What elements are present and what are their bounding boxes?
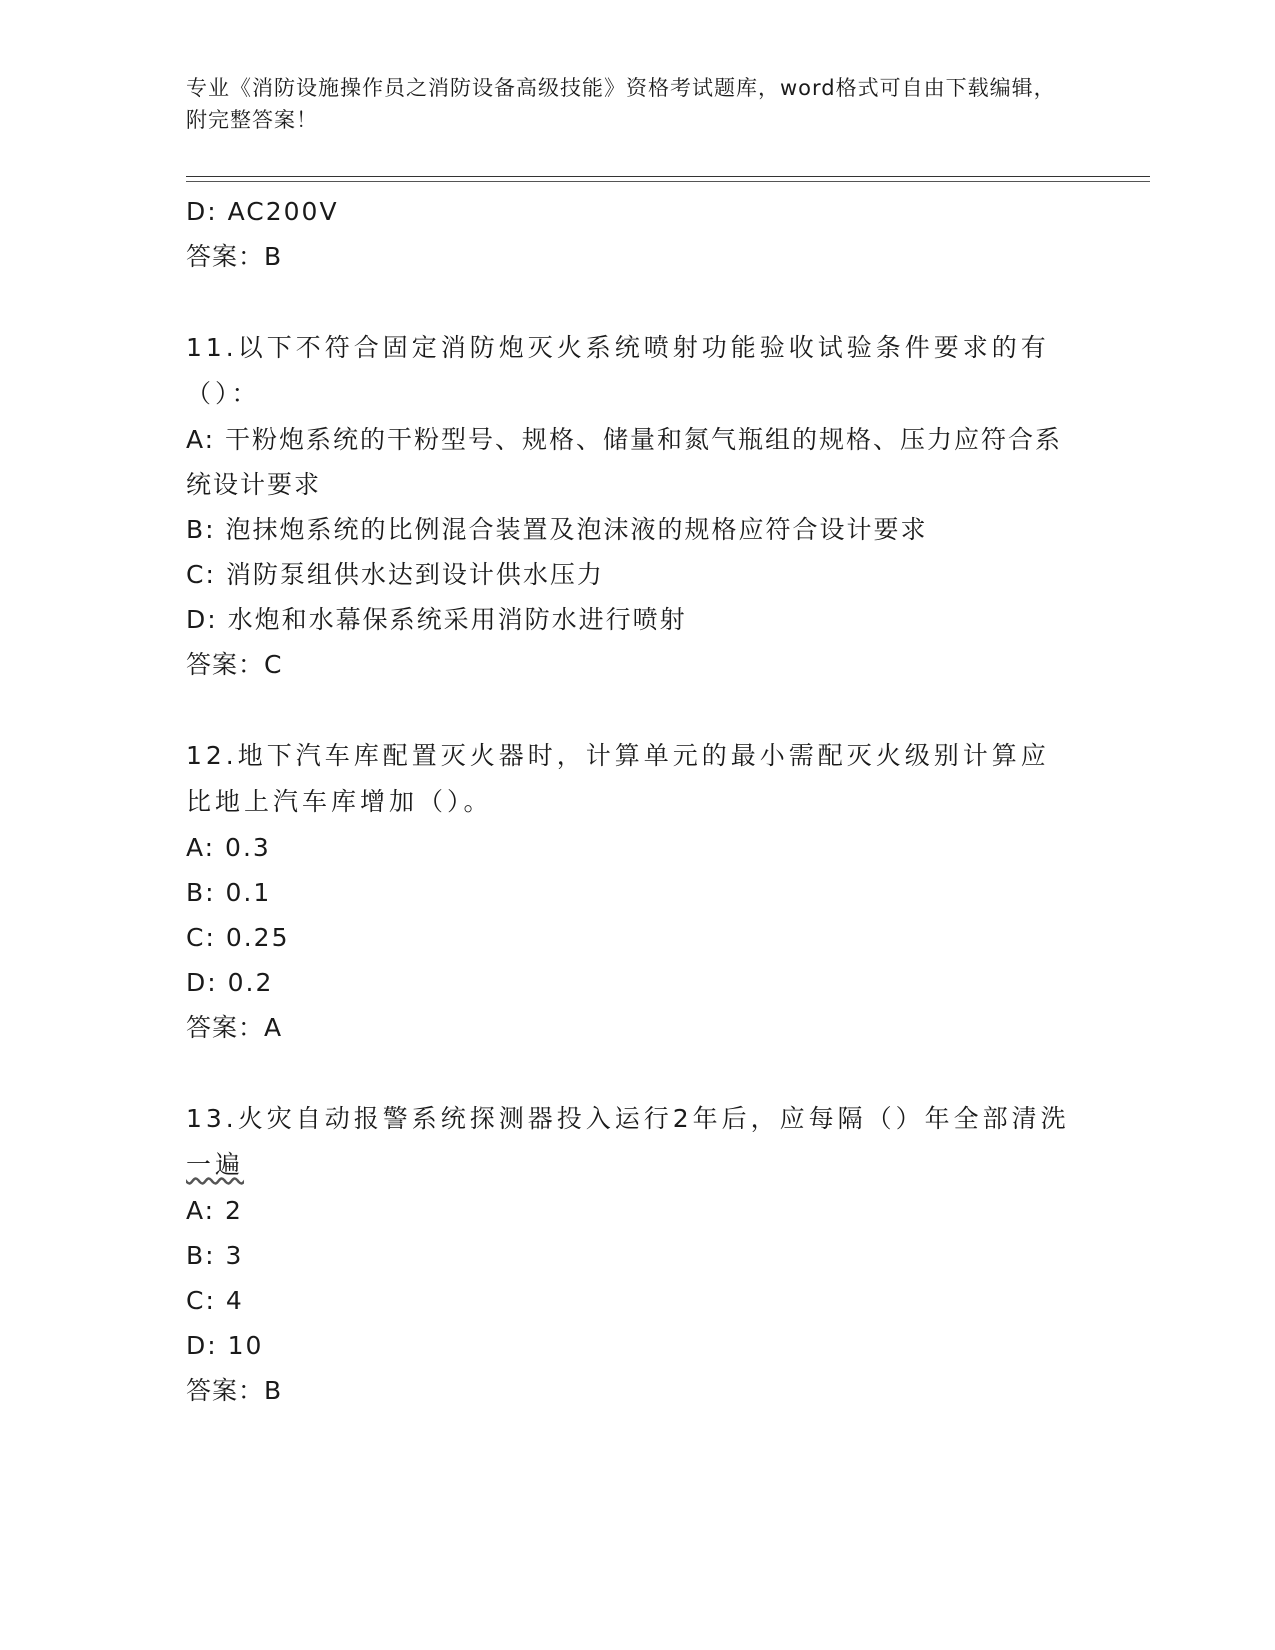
option-a: A: 2 — [186, 1196, 243, 1225]
answer: 答案：B — [186, 1376, 283, 1405]
spacer — [186, 279, 1076, 325]
option-c: C: 0.25 — [186, 923, 290, 952]
answer: 答案：C — [186, 650, 283, 679]
option-b: B: 0.1 — [186, 878, 272, 907]
option-b: B: 泡抹炮系统的比例混合装置及泡沫液的规格应符合设计要求 — [186, 515, 928, 544]
option-c: C: 消防泵组供水达到设计供水压力 — [186, 560, 604, 589]
question-stem: 11.以下不符合固定消防炮灭火系统喷射功能验收试验条件要求的有（）： — [186, 333, 1050, 408]
question-stem-text: 13.火灾自动报警系统探测器投入运行2年后，应每隔（）年全部清洗 — [186, 1104, 1070, 1133]
option-d: D: 0.2 — [186, 968, 274, 997]
spacer — [186, 687, 1076, 733]
option-d: D: 水炮和水幕保系统采用消防水进行喷射 — [186, 605, 687, 634]
answer: 答案：A — [186, 1013, 283, 1042]
option-b: B: 3 — [186, 1241, 244, 1270]
question-stem — [186, 1096, 1076, 1188]
spacer — [186, 1050, 1076, 1096]
header-divider-top — [186, 176, 1150, 177]
header-divider-bottom — [186, 181, 1150, 182]
question-stem-flagged-text: 一遍 — [186, 1150, 245, 1179]
answer: 答案：B — [186, 242, 283, 271]
question-10 — [186, 189, 1076, 279]
option-c: C: 4 — [186, 1286, 244, 1315]
question-12 — [186, 733, 1076, 1050]
question-list — [186, 189, 1076, 1413]
document-header: 专业《消防设施操作员之消防设备高级技能》资格考试题库，word格式可自由下载编辑，附完整答案！ — [186, 76, 1056, 132]
option-a: A: 干粉炮系统的干粉型号、规格、储量和氮气瓶组的规格、压力应符合系统设计要求 — [186, 425, 1063, 499]
question-stem: 12.地下汽车库配置灭火器时，计算单元的最小需配灭火级别计算应比地上汽车库增加（）。 — [186, 741, 1050, 816]
question-11 — [186, 325, 1076, 687]
option-a: A: 0.3 — [186, 833, 271, 862]
option-d: D: 10 — [186, 1331, 264, 1360]
option-d: D: AC200V — [186, 197, 339, 226]
question-13 — [186, 1096, 1076, 1413]
